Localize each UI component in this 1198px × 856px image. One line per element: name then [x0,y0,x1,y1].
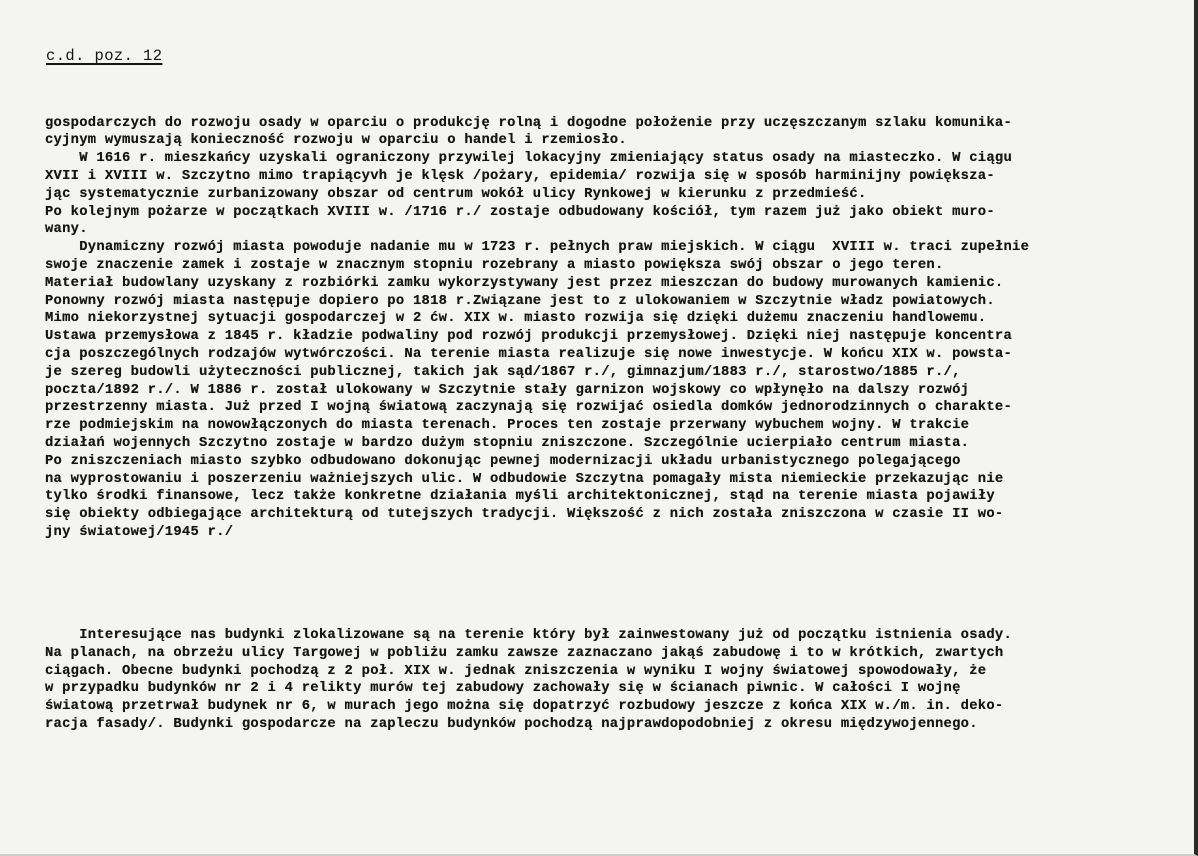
text-line: je szereg budowli użyteczności publicznej, takich jak sąd/1867 r./, gimnazjum/1883 r./, starostwo/1885 r./, [45,363,961,380]
text-line: Interesujące nas budynki zlokalizowane są na terenie który był zainwestowany już od początku istnienia osady. [45,626,1013,643]
text-line: Na planach, na obrzeżu ulicy Targowej w pobliżu zamku zawsze zaznaczano jakąś zabudowę i to w krótkich, zwartych [45,644,1004,661]
text-line: Ustawa przemysłowa z 1845 r. kładzie podwaliny pod rozwój produkcji przemysłowej. Dzięki niej następuje koncentra [45,328,1013,345]
text-line: tylko środki finansowe, lecz także konkretne działania myśli architektonicznej, stąd na terenie miasta pojawiły [45,488,995,505]
text-line: wany. [45,221,88,238]
text-line: Po zniszczeniach miasto szybko odbudowano dokonując pewnej modernizacji układu urbanistycznego polegającego [45,452,961,469]
text-line: poczta/1892 r./. W 1886 r. został ulokowany w Szczytnie stały garnizon wojskowy co wpłynęło na dalszy rozwój [45,381,970,398]
text-line: jny światowej/1945 r./ [45,523,234,540]
text-line: Mimo niekorzystnej sytuacji gospodarczej w 2 ćw. XIX w. miasto rozwija się dzięki dużemu znaczeniu handlowemu. [45,310,987,327]
text-line: swoje znaczenie zamek i zostaje w znacznym stopniu rozebrany a miasto powiększa swój obszar o jego teren. [45,256,944,273]
text-line: w przypadku budynków nr 2 i 4 relikty murów tej zabudowy zachowały się w ścianach piwnic. W całości I wojnę [45,680,961,697]
text-line: rze podmiejskim na nowowłączonych do miasta terenach. Proces ten zostaje przerwany wybuchem wojny. W trakcie [45,417,970,434]
paragraph-gap [45,577,1195,591]
text-line: Dynamiczny rozwój miasta powoduje nadanie mu w 1723 r. pełnych praw miejskich. W ciągu XVIII w. traci zupełnie [45,239,1030,256]
text-line: się obiekty odbiegające architekturą od tutejszych tradycji. Większość z nich została zniszczona w czasie II wo- [45,506,1004,523]
text-line: racja fasady/. Budynki gospodarcze na zapleczu budynków pochodzą najprawdopodobniej z okresu międzywojennego. [45,715,978,732]
text-line: przestrzenny miasta. Już przed I wojną światową zaczynają się rozwijać osiedla domków jednorodzinnych o charakte- [45,399,1013,416]
text-line: działań wojennych Szczytno zostaje w bardzo dużym stopniu zniszczone. Szczególnie ucierpiało centrum miasta. [45,434,970,451]
continuation-header: c.d. poz. 12 [46,47,163,65]
text-line: cja poszczególnych rodzajów wytwórczości. Na terenie miasta realizuje się nowe inwestycje. W końcu XIX w. powsta- [45,345,1013,362]
text-line: światową przetrwał budynek nr 6, w murach jego można się dopatrzyć rozbudowy jeszcze z końca XIX w./m. in. deko- [45,698,1004,715]
text-line: Ponowny rozwój miasta następuje dopiero po 1818 r.Związane jest to z ulokowaniem w Szczytnie władz powiatowych. [45,292,995,309]
text-line: Materiał budowlany uzyskany z rozbiórki zamku wykorzystywany jest przez mieszczan do budowy murowanych kamienic. [45,274,1004,291]
paragraph-history [45,115,1195,542]
text-line: ciągach. Obecne budynki pochodzą z 2 poł. XIX w. jednak zniszczenia w wyniku I wojny światowej spowodowały, że [45,662,987,679]
text-line: Po kolejnym pożarze w początkach XVIII w. /1716 r./ zostaje odbudowany kościół, tym razem już jako obiekt muro- [45,203,995,220]
paragraph-buildings [45,627,1195,734]
text-line: na wyprostowaniu i poszerzeniu ważniejszych ulic. W odbudowie Szczytna pomagały mista niemieckie przekazując nie [45,470,1004,487]
text-line: jąc systematycznie zurbanizowany obszar od centrum wokół ulicy Rynkowej w kierunku z przedmieść. [45,185,867,202]
text-line: XVII i XVIII w. Szczytno mimo trapiącyvh je klęsk /pożary, epidemia/ rozwija się w sposób harminijny powiększa- [45,167,995,184]
text-line: W 1616 r. mieszkańcy uzyskali ograniczony przywilej lokacyjny zmieniający status osady na miasteczko. W ciągu [45,150,1013,167]
text-line: cyjnym wymuszają konieczność rozwoju w oparciu o handel i rzemiosło. [45,132,627,149]
document-body [45,79,1195,769]
text-line: gospodarczych do rozwoju osady w oparciu o produkcję rolną i dogodne położenie przy uczęszczanym szlaku komunika- [45,114,1013,131]
